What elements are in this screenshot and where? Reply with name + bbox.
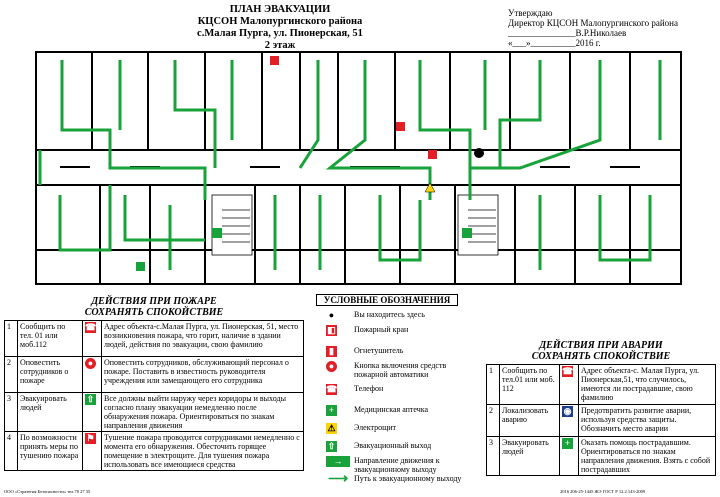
table-row [5, 432, 304, 471]
approve-line-4: «___»__________2016 г. [508, 38, 601, 48]
alarm-button-icon: ● [85, 358, 96, 369]
fire-hydrant-icon: ◧ [327, 325, 336, 335]
alarm-button-icon: ● [326, 361, 337, 372]
approve-line-2: Директор КЦСОН Малопургинского района [508, 18, 678, 28]
row-text: Оказать помощь пострадавшим. Ориентироваться по знакам направления движения. Взять с собой пострадавших [579, 437, 716, 476]
table-row [487, 405, 716, 437]
row-num: 1 [487, 365, 500, 405]
extinguisher-icon: ▮ [326, 346, 337, 357]
row-text: Все должны выйти наружу через коридоры и выходы согласно плану эвакуации немедленно после обнаружения пожара. Ориентироваться по знакам направления движения [102, 393, 304, 432]
table-row [5, 357, 304, 393]
exit-marker-left [212, 228, 222, 238]
row-action: Эвакуировать людей [500, 437, 560, 476]
direction-arrow-icon: → [326, 456, 350, 467]
path-arrow-icon: ⟶ [327, 472, 349, 487]
legend-heading: УСЛОВНЫЕ ОБОЗНАЧЕНИЯ [316, 294, 458, 306]
row-num: 2 [5, 357, 18, 393]
accident-actions-panel [486, 340, 716, 476]
fire-actions-table [4, 320, 304, 471]
phone-icon: ☎ [562, 366, 574, 376]
row-num: 4 [5, 432, 18, 471]
title-line-2: КЦСОН Малопургинского района [197, 16, 363, 27]
you-are-here-icon: ● [328, 310, 335, 320]
fire-subheading: СОХРАНЯТЬ СПОКОЙСТВИЕ [84, 307, 224, 318]
row-text: Тушение пожара проводится сотрудниками немедленно с момента его обнаружения. Обесточить горящее помещение в электрощите. Для тушения пожара использовать все имеющиеся средства [102, 432, 304, 471]
row-num: 3 [487, 437, 500, 476]
row-num: 1 [5, 321, 18, 357]
extinguisher-icon: ⚑ [86, 433, 95, 443]
approve-line-3: _______________В.Р.Николаев [508, 28, 627, 38]
table-row [487, 365, 716, 405]
row-num: 2 [487, 405, 500, 437]
footer-left: ООО «Стратегия Безопасности» тел.70 27 35 [4, 489, 91, 494]
row-action: Эвакуировать людей [18, 393, 83, 432]
phone-marker-top [270, 56, 279, 65]
accident-heading: ДЕЙСТВИЯ ПРИ АВАРИИ [539, 340, 663, 351]
exit-marker-right [462, 228, 472, 238]
row-num: 3 [5, 393, 18, 432]
title-line-4: 2 этаж [264, 40, 296, 51]
row-action: Оповестить сотрудников о пожаре [18, 357, 83, 393]
phone-marker [428, 150, 437, 159]
phone-icon: ☎ [326, 384, 338, 394]
evacuation-paths [40, 60, 660, 270]
first-aid-icon: + [326, 405, 337, 416]
title-line-3: с.Малая Пурга, ул. Пионерская, 51 [197, 28, 363, 39]
approve-line-1: Утверждаю [508, 8, 553, 18]
table-row [5, 393, 304, 432]
row-action: Сообщить по тел. 01 или моб.112 [18, 321, 83, 357]
accident-subheading: СОХРАНЯТЬ СПОКОЙСТВИЕ [531, 351, 671, 362]
fire-heading: ДЕЙСТВИЯ ПРИ ПОЖАРЕ [91, 296, 217, 307]
fire-actions-panel [4, 296, 304, 471]
first-aid-marker [136, 262, 145, 271]
footer-right: 2016 206-25-1445 ЖЭ ГОСТ Р 12.2.143-2009 [560, 489, 646, 494]
row-action: По возможности принять меры по тушению пожара [18, 432, 83, 471]
exit-icon: ⇧ [327, 441, 336, 451]
row-text: Оповестить сотрудников, обслуживающий персонал о пожаре. Поставить в известность руководителя учреждения или замещающего его сотрудника [102, 357, 304, 393]
protection-icon: ◉ [563, 406, 572, 416]
row-text: Адрес объекта-с. Малая Пурга, ул. Пионерская,51, что случилось, имеются ли пострадавшие, свою фамилию [579, 365, 716, 405]
title-line-1: ПЛАН ЭВАКУАЦИИ [229, 4, 331, 15]
you-are-here-marker [474, 148, 484, 158]
extinguisher-marker [396, 122, 405, 131]
electrical-panel-icon: ⚠ [327, 423, 336, 433]
row-action: Сообщить по тел.01 или моб. 112 [500, 365, 560, 405]
exit-icon: ⇧ [86, 394, 95, 404]
table-row [5, 321, 304, 357]
row-text: Предотвратить развитие аварии, используя средства защиты. Обозначить место аварии [579, 405, 716, 437]
table-row [487, 437, 716, 476]
phone-icon: ☎ [85, 322, 97, 332]
row-text: Адрес объекта-с.Малая Пурга, ул. Пионерская, 51, место возникновения пожара, что горит, наличие в здании людей, действия по эвакуации, свою фамилию [102, 321, 304, 357]
accident-actions-table [486, 364, 716, 476]
row-action: Локализовать аварию [500, 405, 560, 437]
first-aid-icon: + [562, 438, 573, 449]
